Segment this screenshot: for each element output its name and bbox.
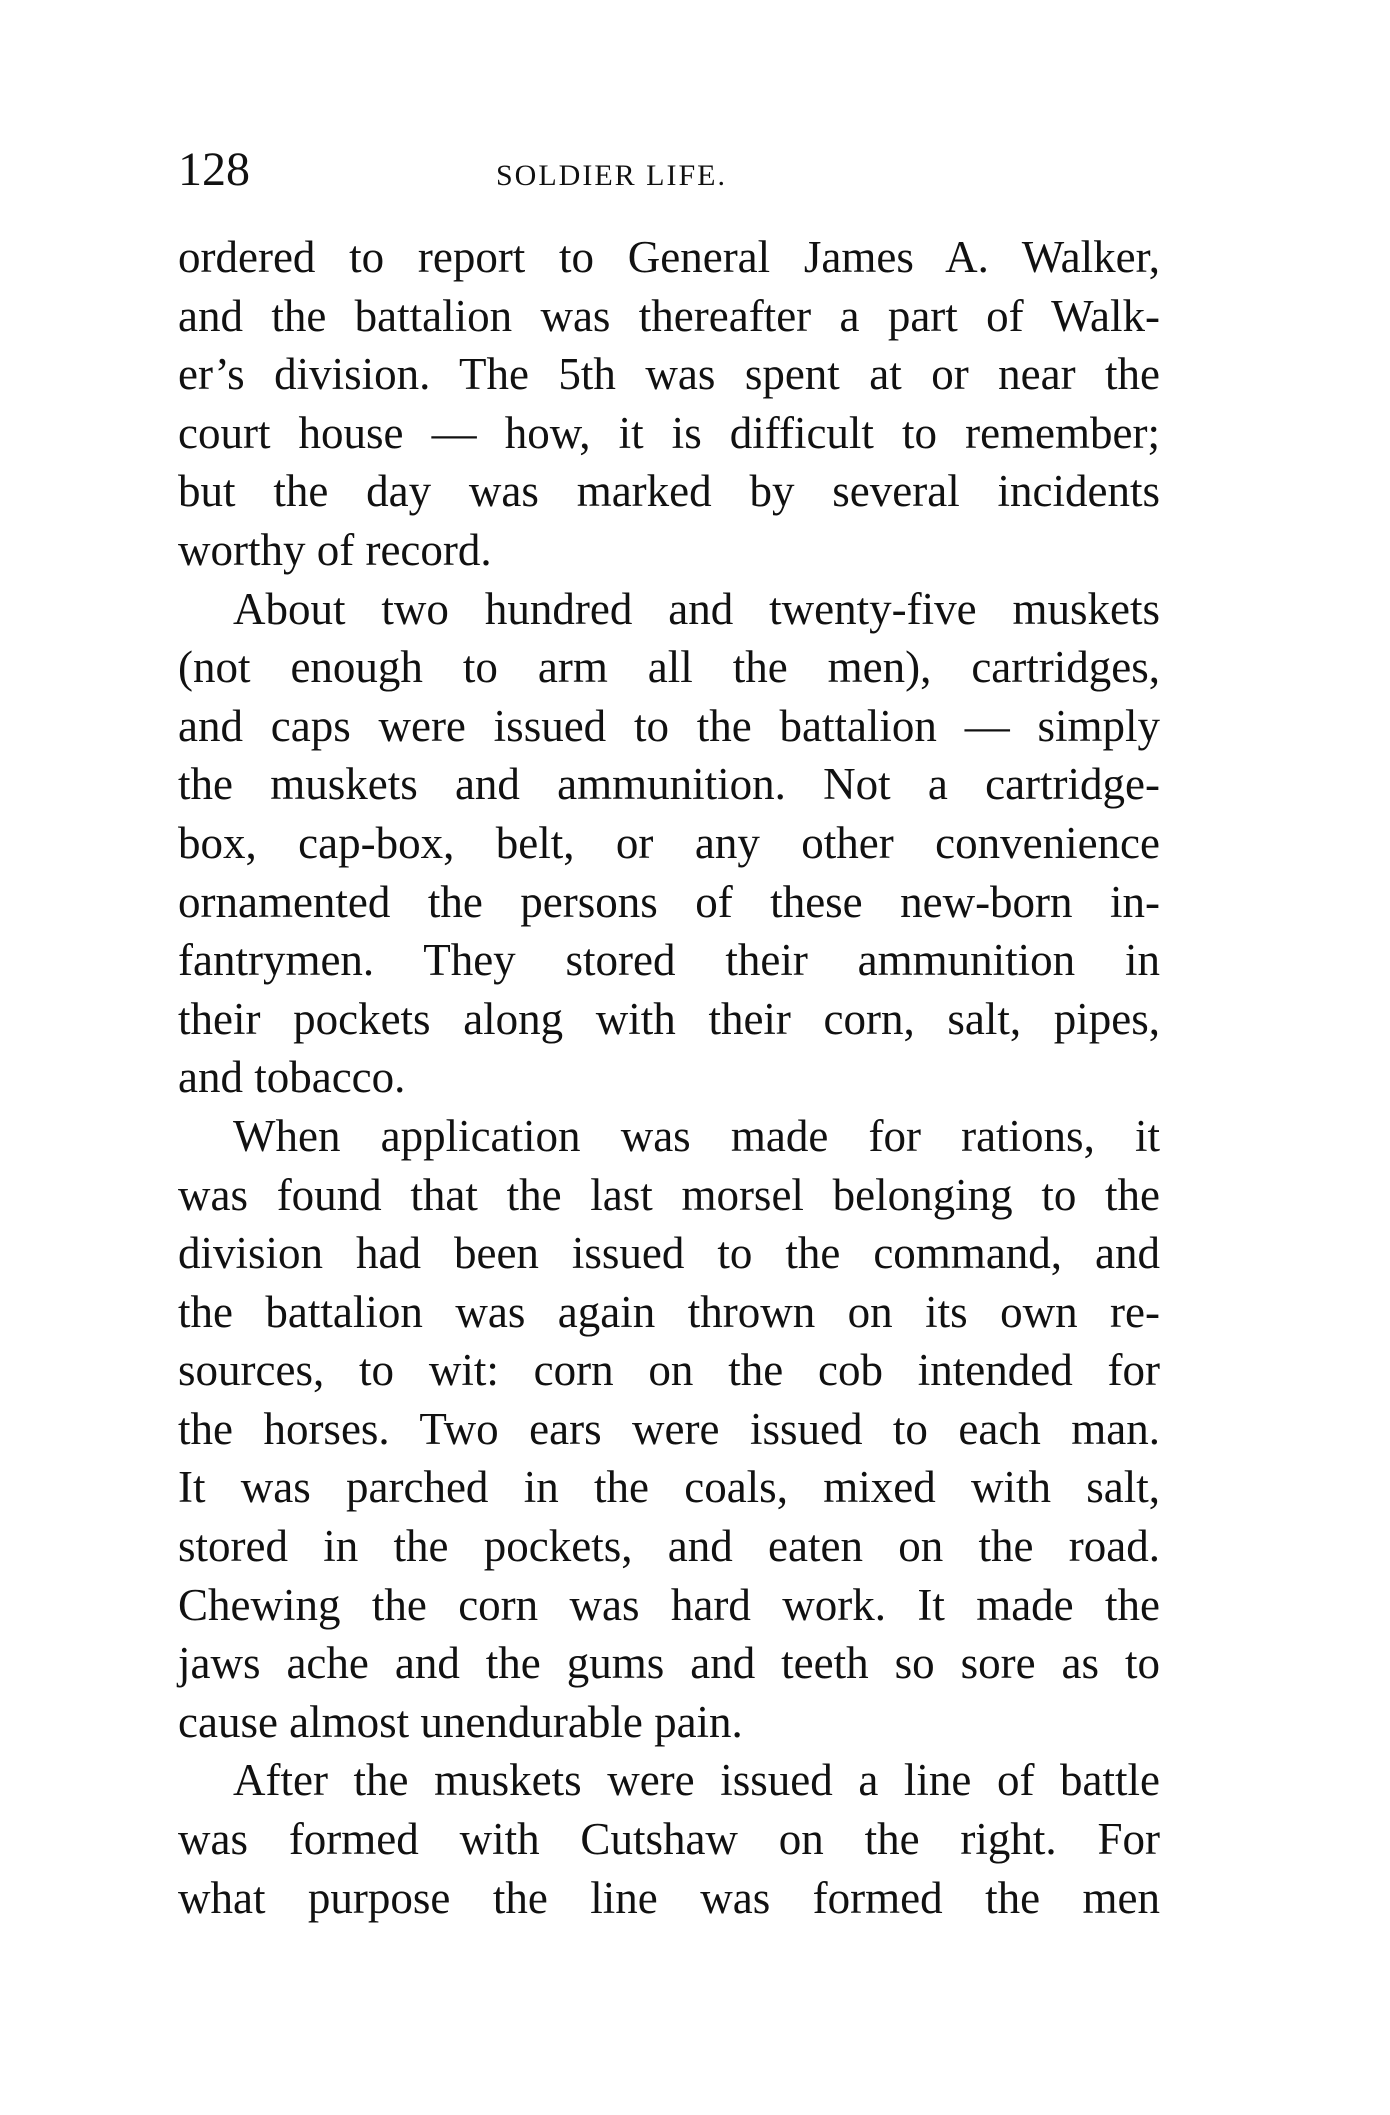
text-line: was formed with Cutshaw on the right. For <box>178 1814 1160 1865</box>
page-number: 128 <box>178 143 250 196</box>
text-line: fantrymen. They stored their ammunition in <box>178 935 1160 986</box>
running-title: SOLDIER LIFE. <box>496 159 727 192</box>
text-line: box, cap-box, belt, or any other convenience <box>178 817 1160 868</box>
text-line: jaws ache and the gums and teeth so sore as to <box>178 1638 1160 1689</box>
text-line: ornamented the persons of these new-born in- <box>178 876 1160 927</box>
text-line: and tobacco. <box>178 1052 406 1103</box>
text-line: division had been issued to the command, and <box>178 1228 1160 1279</box>
text-line: worthy of record. <box>178 524 492 575</box>
body-text <box>178 228 1160 1927</box>
text-line: sources, to wit: corn on the cob intended for <box>178 1345 1160 1396</box>
paragraph-first-line: About two hundred and twenty-five muskets <box>233 583 1160 634</box>
text-line: what purpose the line was formed the men <box>178 1872 1160 1923</box>
text-line: and the battalion was thereafter a part of Walk- <box>178 290 1160 341</box>
paragraph-first-line: When application was made for rations, it <box>233 1110 1160 1161</box>
text-line: court house — how, it is difficult to remember; <box>178 407 1160 458</box>
text-line: It was parched in the coals, mixed with salt, <box>178 1462 1160 1513</box>
text-line: the muskets and ammunition. Not a cartridge- <box>178 759 1160 810</box>
text-line: cause almost unendurable pain. <box>178 1696 743 1747</box>
text-line: but the day was marked by several incidents <box>178 466 1160 517</box>
text-line: stored in the pockets, and eaten on the road. <box>178 1521 1160 1572</box>
text-line: Chewing the corn was hard work. It made the <box>178 1579 1160 1630</box>
text-line: (not enough to arm all the men), cartridges, <box>178 642 1160 693</box>
page-header <box>178 142 1158 202</box>
text-line: and caps were issued to the battalion — simply <box>178 700 1160 751</box>
paragraph-first-line: After the muskets were issued a line of battle <box>233 1755 1160 1806</box>
text-line: er’s division. The 5th was spent at or near the <box>178 349 1160 400</box>
text-line: the horses. Two ears were issued to each man. <box>178 1403 1160 1454</box>
text-line: the battalion was again thrown on its own re- <box>178 1286 1160 1337</box>
text-line: ordered to report to General James A. Walker, <box>178 232 1160 282</box>
text-line: their pockets along with their corn, salt, pipes, <box>178 993 1160 1044</box>
text-line: was found that the last morsel belonging to the <box>178 1169 1160 1220</box>
